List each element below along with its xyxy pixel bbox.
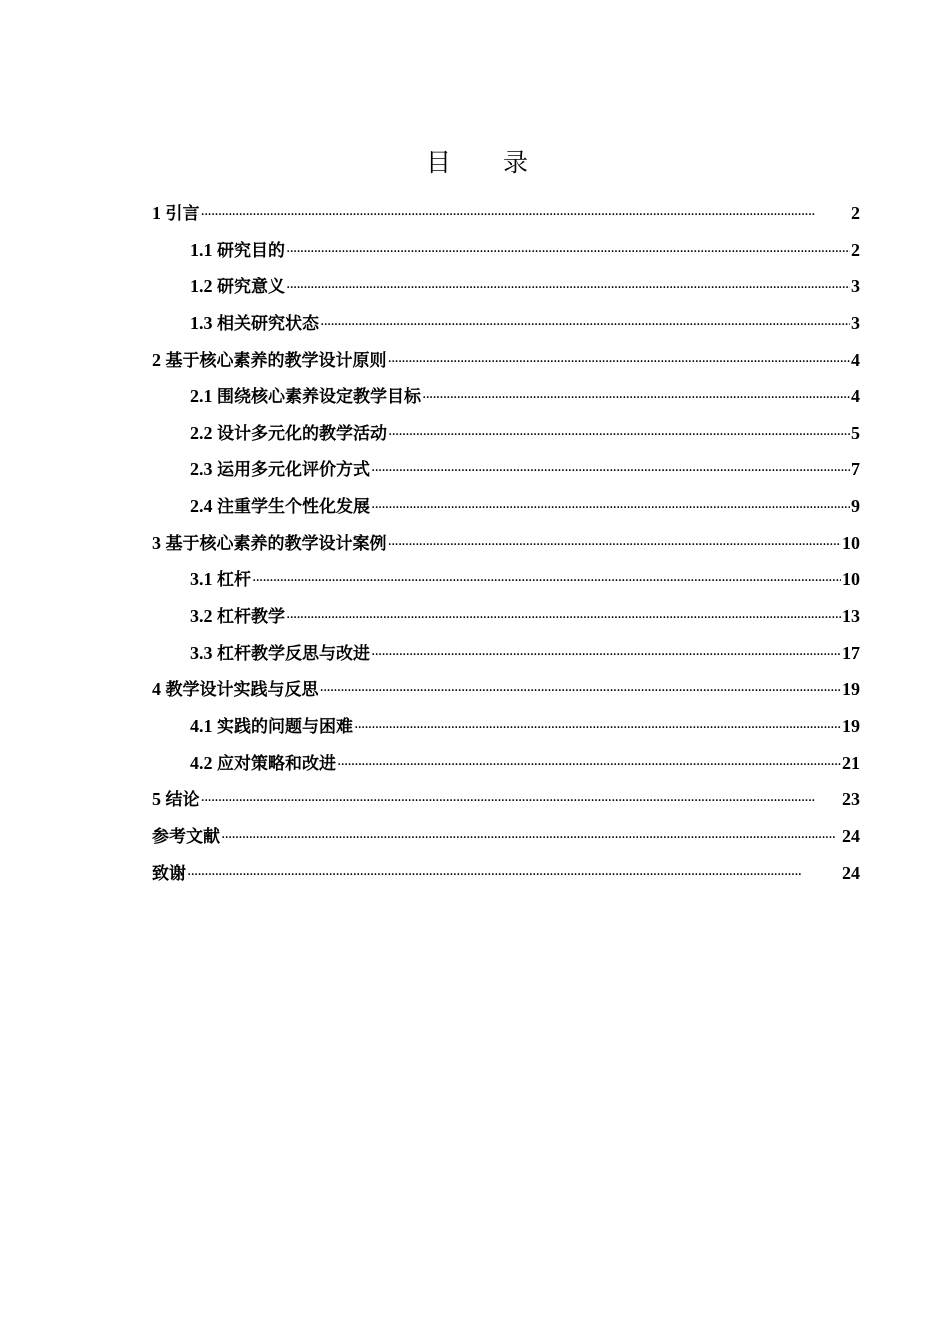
toc-entry-page: 24: [842, 862, 860, 883]
toc-entry-page: 9: [851, 496, 860, 517]
toc-entry[interactable]: [152, 268, 860, 305]
toc-entry-label: [190, 378, 421, 415]
toc-entry-page: 13: [842, 606, 860, 627]
toc-entry-text: 基于核心素养的教学设计原则: [165, 350, 387, 371]
toc-entry-number: 4: [152, 679, 166, 700]
toc-entry-text: 结论: [165, 790, 200, 811]
toc-entry[interactable]: [152, 818, 860, 855]
toc-entry-text: 杠杆教学: [217, 607, 285, 628]
toc-dot-leader: [371, 490, 850, 526]
toc-entry[interactable]: [152, 415, 860, 452]
toc-entry-text: 基于核心素养的教学设计案例: [165, 533, 387, 554]
toc-entry-number: 2.2: [190, 422, 217, 443]
toc-entry-number: 2.1: [190, 386, 217, 407]
toc-entry[interactable]: [152, 342, 860, 379]
toc-dot-leader: [201, 197, 851, 233]
toc-entry-number: 1.2: [190, 276, 217, 297]
toc-entry-text: 围绕核心素养设定教学目标: [217, 387, 421, 408]
toc-entry-page: 10: [842, 569, 860, 590]
toc-entry-page: 3: [851, 276, 860, 297]
toc-entry-label: [152, 525, 387, 562]
toc-entry-page: 10: [842, 532, 860, 553]
toc-entry[interactable]: [152, 232, 860, 269]
toc-dot-leader: [201, 783, 842, 819]
toc-entry-page: 19: [842, 715, 860, 736]
toc-dot-leader: [337, 747, 841, 783]
toc-entry-text: 研究目的: [217, 240, 285, 261]
toc-entry-text: 教学设计实践与反思: [165, 680, 319, 701]
toc-entry-page: 2: [851, 203, 860, 223]
toc-entry-label: [190, 232, 285, 269]
toc-entry-label: [152, 818, 220, 855]
toc-entry[interactable]: [152, 378, 860, 415]
toc-entry-label: [190, 451, 370, 488]
toc-dot-leader: [388, 527, 842, 563]
toc-entry-number: 2.3: [190, 459, 217, 480]
toc-entry-label: [190, 708, 353, 745]
toc-entry-number: 3.3: [190, 642, 217, 663]
toc-entry-label: [152, 342, 387, 379]
toc-entry-number: 5: [152, 789, 166, 810]
toc-entry-number: 4.1: [190, 715, 217, 736]
toc-entry-page: 21: [842, 752, 860, 773]
toc-dot-leader: [221, 820, 841, 856]
toc-entry-text: 引言: [165, 204, 200, 224]
toc-entry[interactable]: [152, 635, 860, 672]
toc-entry-text: 运用多元化评价方式: [217, 460, 370, 481]
toc-entry-number: 1.1: [190, 239, 217, 260]
toc-entry-page: 23: [842, 789, 860, 810]
toc-dot-leader: [388, 344, 851, 380]
toc-entry-label: [190, 305, 319, 342]
toc-entry-label: [190, 598, 285, 635]
toc-entry-label: [190, 635, 370, 672]
toc-entry-label: [152, 781, 200, 818]
toc-entry[interactable]: [152, 305, 860, 342]
toc-entry-label: [190, 561, 251, 598]
toc-dot-leader: [371, 453, 850, 489]
toc-entry-number: 1: [152, 203, 166, 223]
toc-list: [152, 195, 860, 891]
toc-entry[interactable]: [152, 525, 860, 562]
toc-entry[interactable]: [152, 488, 860, 525]
toc-entry-number: 1.3: [190, 312, 217, 333]
toc-dot-leader: [320, 307, 850, 343]
toc-entry-number: 3.1: [190, 569, 217, 590]
toc-dot-leader: [320, 673, 842, 709]
toc-dot-leader: [422, 380, 850, 416]
toc-entry-page: 5: [851, 422, 860, 443]
toc-entry-text: 杠杆: [217, 570, 251, 591]
toc-dot-leader: [286, 234, 850, 270]
toc-entry-number: 4.2: [190, 752, 217, 773]
toc-entry-page: 4: [851, 349, 860, 370]
toc-entry-page: 7: [851, 459, 860, 480]
toc-entry[interactable]: [152, 708, 860, 745]
toc-dot-leader: [187, 857, 841, 893]
toc-entry-page: 17: [842, 642, 860, 663]
toc-entry-text: 杠杆教学反思与改进: [217, 643, 370, 664]
toc-entry-text: 设计多元化的教学活动: [217, 423, 387, 444]
toc-title: 目 录: [426, 148, 550, 177]
toc-entry-page: 4: [851, 386, 860, 407]
toc-dot-leader: [252, 563, 841, 599]
toc-entry-page: 2: [851, 239, 860, 260]
toc-entry-label: [190, 268, 285, 305]
toc-entry-number: 2: [152, 349, 166, 370]
toc-entry-text: 应对策略和改进: [217, 753, 336, 774]
toc-dot-leader: [388, 417, 850, 453]
toc-entry-label: [152, 195, 200, 232]
toc-entry[interactable]: [152, 855, 860, 892]
toc-entry-label: [190, 745, 336, 782]
toc-entry-text: 实践的问题与困难: [217, 716, 353, 737]
toc-dot-leader: [286, 600, 841, 636]
toc-entry[interactable]: [152, 745, 860, 782]
toc-entry-number: 3.2: [190, 606, 217, 627]
toc-entry-label: [190, 488, 370, 525]
toc-entry-text: 相关研究状态: [217, 313, 319, 334]
toc-entry[interactable]: [152, 561, 860, 598]
toc-entry-number: 3: [152, 532, 166, 553]
toc-entry-label: [152, 855, 186, 892]
toc-entry-number: 2.4: [190, 496, 217, 517]
toc-entry[interactable]: [152, 598, 860, 635]
toc-entry[interactable]: [152, 195, 860, 232]
toc-entry-page: 19: [842, 679, 860, 700]
toc-entry-label: [152, 671, 319, 708]
toc-entry-page: 3: [851, 312, 860, 333]
toc-entry-text: 注重学生个性化发展: [217, 497, 370, 518]
toc-entry-label: [190, 415, 387, 452]
toc-dot-leader: [371, 637, 841, 673]
toc-entry-text: 参考文献: [152, 826, 220, 847]
toc-entry-page: 24: [842, 825, 860, 846]
toc-entry-text: 致谢: [152, 863, 186, 884]
toc-dot-leader: [354, 710, 841, 746]
toc-entry[interactable]: [152, 671, 860, 708]
toc-entry[interactable]: [152, 781, 860, 818]
toc-entry[interactable]: [152, 451, 860, 488]
toc-entry-text: 研究意义: [217, 277, 285, 298]
toc-dot-leader: [286, 270, 850, 306]
